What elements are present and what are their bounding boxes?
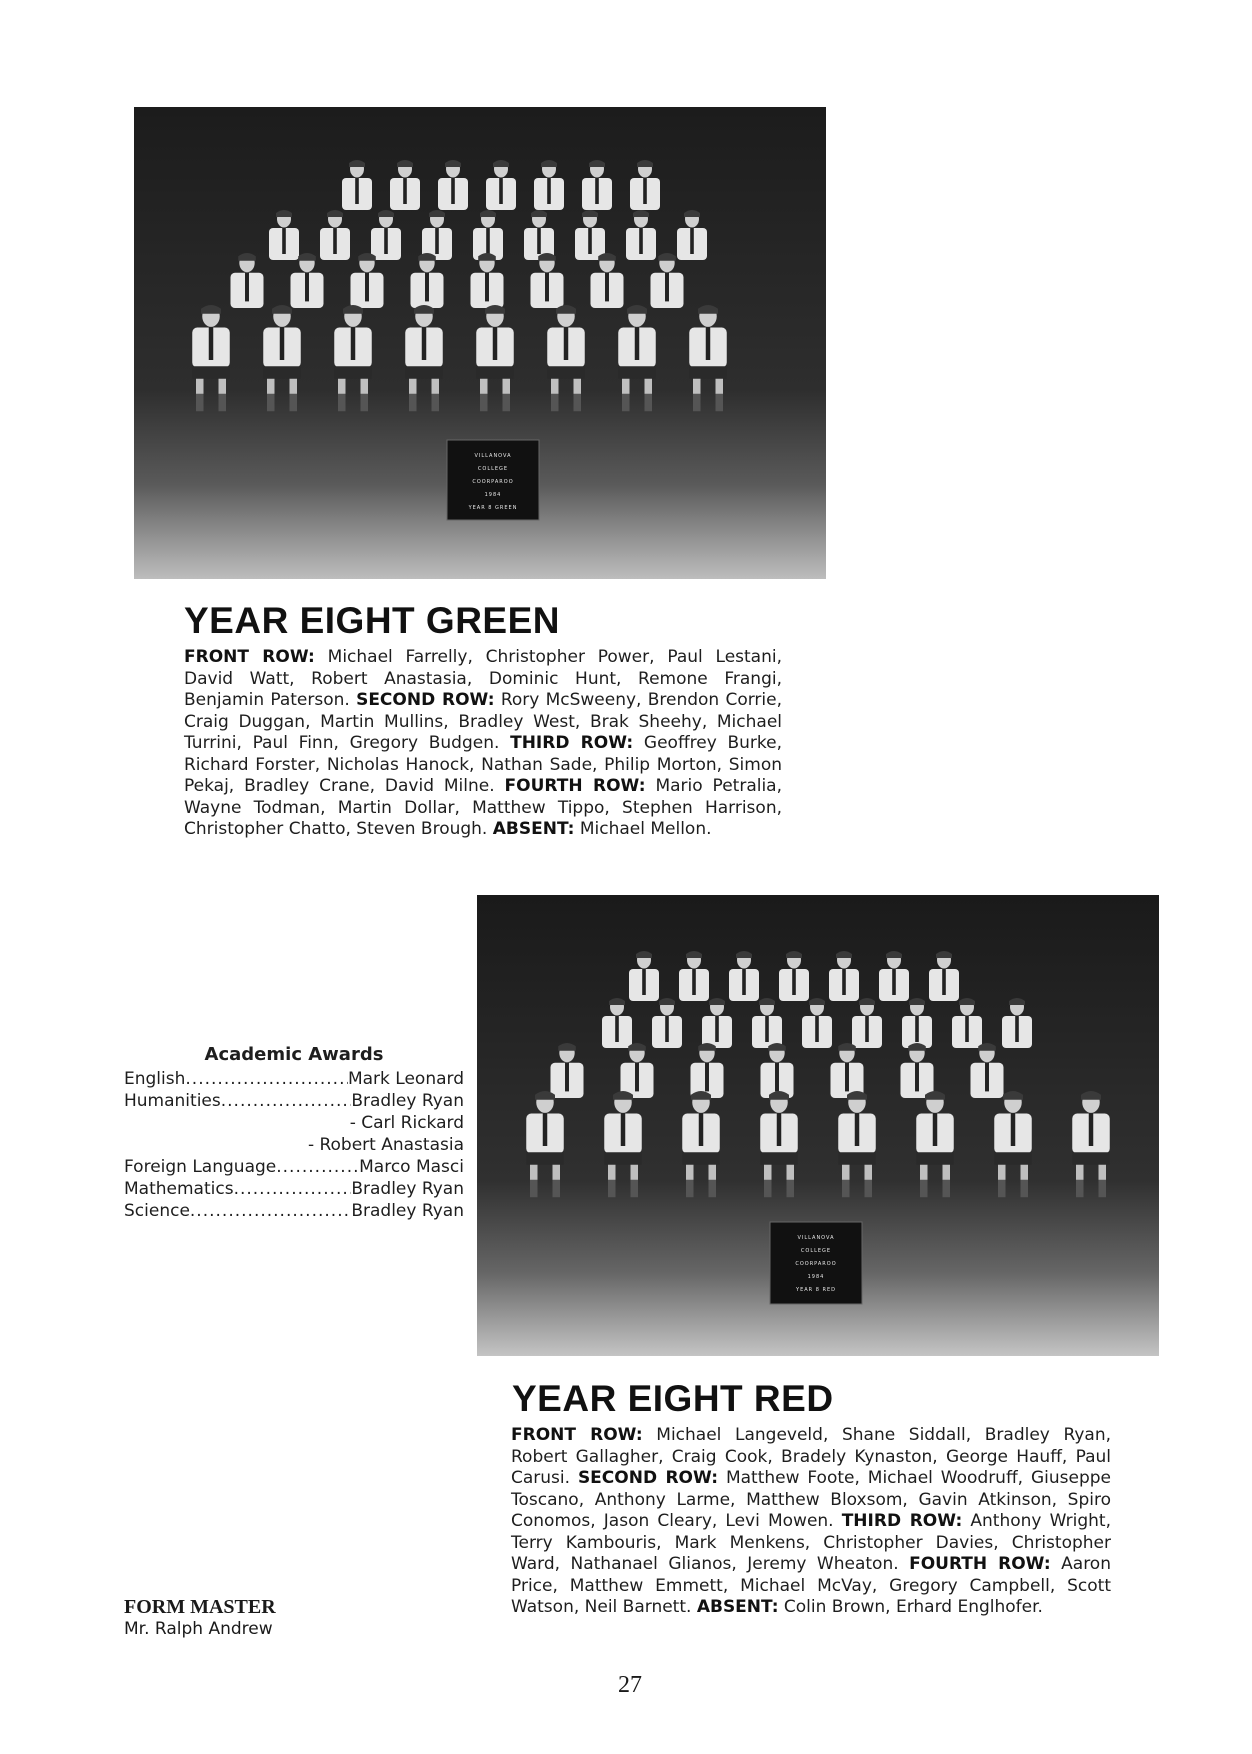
row-label: THIRD ROW: <box>510 733 634 753</box>
svg-text:YEAR 8 RED: YEAR 8 RED <box>796 1287 836 1293</box>
row-names: Aaron Price, Matthew Emmett, Michael McVay, Gregory Campbell, Scott Watson, Neil Barnett. <box>511 1554 1111 1617</box>
section-title-green: YEAR EIGHT GREEN <box>184 600 560 641</box>
svg-text:COORPAROO: COORPAROO <box>795 1261 837 1267</box>
row-names: Michael Langeveld, Shane Siddall, Bradley Ryan, Robert Gallagher, Craig Cook, Bradely Kynaston, George Hauff, Paul Carusi. <box>511 1425 1111 1488</box>
form-master <box>124 1596 276 1640</box>
class-photo-year-eight-red <box>477 895 1159 1356</box>
svg-text:YEAR 8 GREEN: YEAR 8 GREEN <box>468 505 518 511</box>
row-names: Michael Mellon. <box>574 819 712 839</box>
row-names: Geoffrey Burke, Richard Forster, Nicholas Hanock, Nathan Sade, Philip Morton, Simon Pekaj, Bradley Crane, David Milne. <box>184 733 783 796</box>
row-label: SECOND ROW: <box>577 1468 719 1488</box>
award-winner: Bradley Ryan <box>351 1179 464 1199</box>
form-master-name: Mr. Ralph Andrew <box>124 1619 273 1639</box>
svg-text:VILLANOVA: VILLANOVA <box>474 453 512 459</box>
award-winner: Marco Masci <box>359 1157 464 1177</box>
svg-text:COLLEGE: COLLEGE <box>477 466 509 472</box>
class-photo-year-eight-green <box>134 107 826 579</box>
award-row <box>124 1200 464 1222</box>
form-master-label: FORM MASTER <box>124 1596 276 1618</box>
row-names: Matthew Foote, Michael Woodruff, Giuseppe Toscano, Anthony Larme, Matthew Bloxsom, Gavin Atkinson, Spiro Conomos, Jason Cleary, Levi Mowen. <box>511 1468 1111 1531</box>
award-subject: Foreign Language <box>124 1157 277 1177</box>
award-row <box>124 1156 464 1178</box>
leader-dots <box>234 1178 352 1200</box>
row-names: Anthony Wright, Terry Kambouris, Mark Menkens, Christopher Davies, Christopher Ward, Nathanael Glianos, Jeremy Wheaton. <box>511 1511 1111 1574</box>
award-subject: Humanities <box>124 1091 221 1111</box>
green-student-list <box>184 647 782 841</box>
row-names: Mario Petralia, Wayne Todman, Martin Dollar, Matthew Tippo, Stephen Harrison, Christopher Chatto, Steven Brough. <box>184 776 783 839</box>
svg-text:1984: 1984 <box>807 1274 825 1280</box>
award-winner-continued: - Robert Anastasia <box>307 1135 464 1155</box>
svg-text:COLLEGE: COLLEGE <box>800 1248 832 1254</box>
red-student-list <box>511 1425 1111 1619</box>
row-label: ABSENT: <box>696 1597 779 1617</box>
leader-dots <box>276 1156 359 1178</box>
award-row <box>124 1090 464 1112</box>
leader-dots <box>185 1068 348 1090</box>
leader-dots <box>190 1200 351 1222</box>
award-subject: Science <box>124 1201 190 1221</box>
row-names: Michael Farrelly, Christopher Power, Paul Lestani, David Watt, Robert Anastasia, Dominic Hunt, Remone Frangi, Benjamin Paterson. <box>184 647 782 710</box>
section-title-red: YEAR EIGHT RED <box>512 1378 834 1419</box>
row-label: SECOND ROW: <box>356 690 495 710</box>
leader-dots <box>221 1090 352 1112</box>
svg-text:COORPAROO: COORPAROO <box>472 479 514 485</box>
row-label: THIRD ROW: <box>841 1511 963 1531</box>
award-row <box>124 1178 464 1200</box>
row-names: Rory McSweeny, Brendon Corrie, Craig Duggan, Martin Mullins, Bradley West, Brak Sheehy, Michael Turrini, Paul Finn, Gregory Budgen. <box>184 690 782 753</box>
award-winner-continued: - Carl Rickard <box>349 1113 464 1133</box>
award-row <box>124 1068 464 1090</box>
row-names: Colin Brown, Erhard Englhofer. <box>778 1597 1043 1617</box>
row-label: FRONT ROW: <box>184 647 315 667</box>
academic-awards <box>124 1044 464 1222</box>
award-subject: Mathematics <box>124 1179 234 1199</box>
award-winner: Bradley Ryan <box>351 1201 464 1221</box>
award-winner: Bradley Ryan <box>351 1091 464 1111</box>
row-label: FOURTH ROW: <box>504 776 646 796</box>
row-label: FOURTH ROW: <box>909 1554 1051 1574</box>
row-label: ABSENT: <box>492 819 575 839</box>
award-winner: Mark Leonard <box>347 1069 464 1089</box>
page-number: 27 <box>618 1672 642 1698</box>
award-subject: English <box>124 1069 186 1089</box>
class-photo-image <box>477 895 1159 1356</box>
awards-title: Academic Awards <box>204 1044 384 1065</box>
svg-text:1984: 1984 <box>484 492 502 498</box>
row-label: FRONT ROW: <box>511 1425 643 1445</box>
svg-text:VILLANOVA: VILLANOVA <box>797 1235 835 1241</box>
class-photo-image <box>134 107 826 579</box>
